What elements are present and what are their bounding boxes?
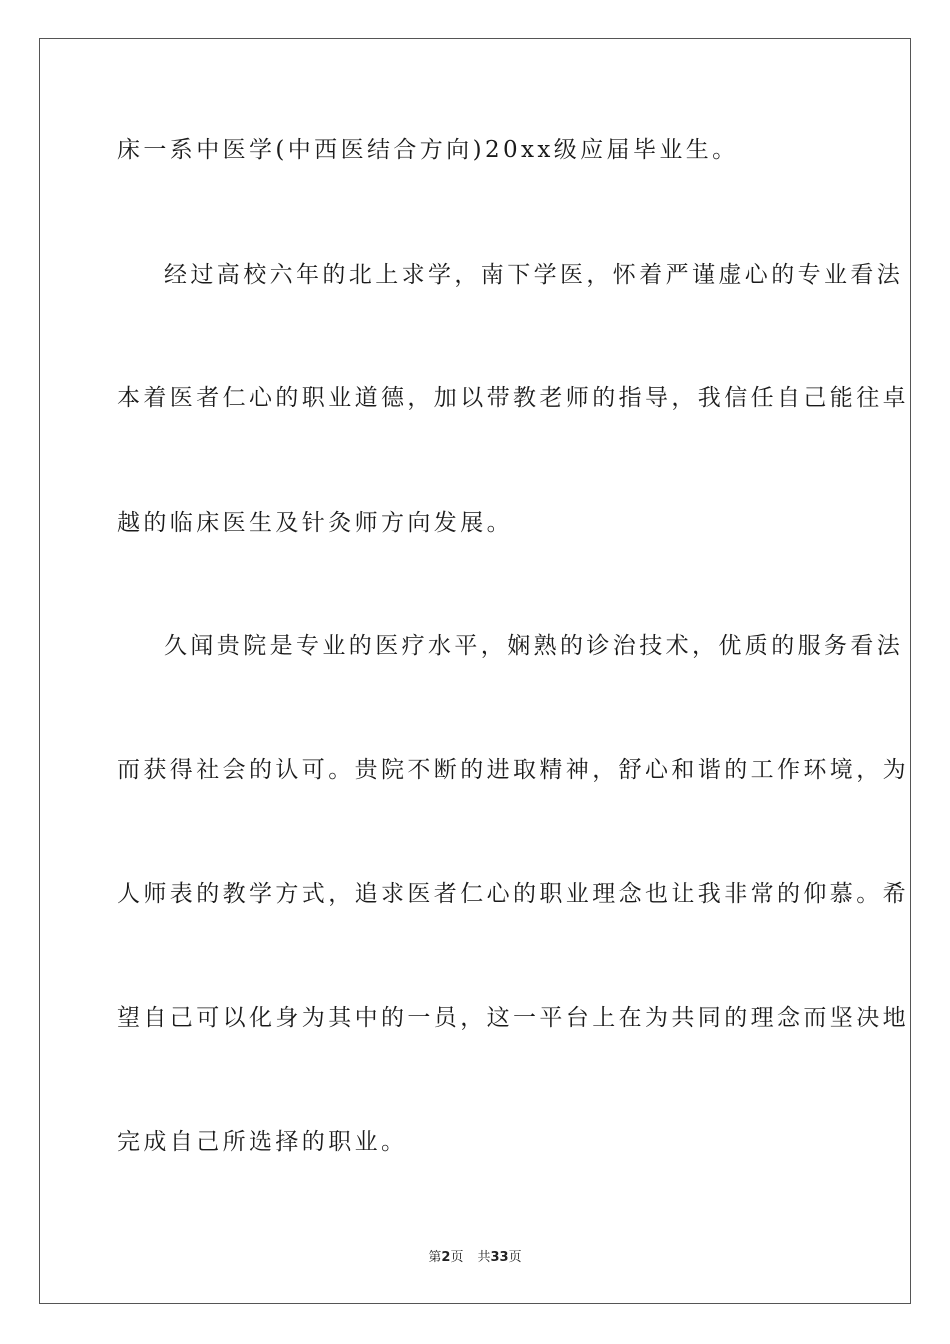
paragraph-1-line-2: 本着医者仁心的职业道德，加以带教老师的指导，我信任自己能往卓 bbox=[117, 385, 909, 411]
paragraph-2-line-5: 完成自己所选择的职业。 bbox=[117, 1129, 408, 1155]
total-suffix: 页 bbox=[508, 1250, 522, 1265]
text-line-1: 床一系中医学(中西医结合方向)20xx级应届毕业生。 bbox=[117, 137, 739, 163]
page-border bbox=[39, 38, 911, 1304]
paragraph-2-line-2: 而获得社会的认可。贵院不断的进取精神，舒心和谐的工作环境，为 bbox=[117, 757, 909, 783]
page-prefix: 第 bbox=[428, 1250, 442, 1265]
total-prefix: 共 bbox=[477, 1250, 491, 1265]
page-footer bbox=[0, 1250, 950, 1266]
paragraph-2-line-3: 人师表的教学方式，追求医者仁心的职业理念也让我非常的仰慕。希 bbox=[117, 881, 909, 907]
paragraph-1-line-3: 越的临床医生及针灸师方向发展。 bbox=[117, 510, 513, 536]
paragraph-2-line-4: 望自己可以化身为其中的一员，这一平台上在为共同的理念而坚决地 bbox=[117, 1005, 909, 1031]
paragraph-1-line-1: 经过高校六年的北上求学，南下学医，怀着严谨虚心的专业看法 bbox=[164, 262, 904, 288]
total-pages: 33 bbox=[490, 1250, 509, 1265]
page-number: 2 bbox=[441, 1250, 451, 1265]
paragraph-2-line-1: 久闻贵院是专业的医疗水平，娴熟的诊治技术，优质的服务看法 bbox=[164, 633, 904, 659]
page-suffix: 页 bbox=[450, 1250, 464, 1265]
